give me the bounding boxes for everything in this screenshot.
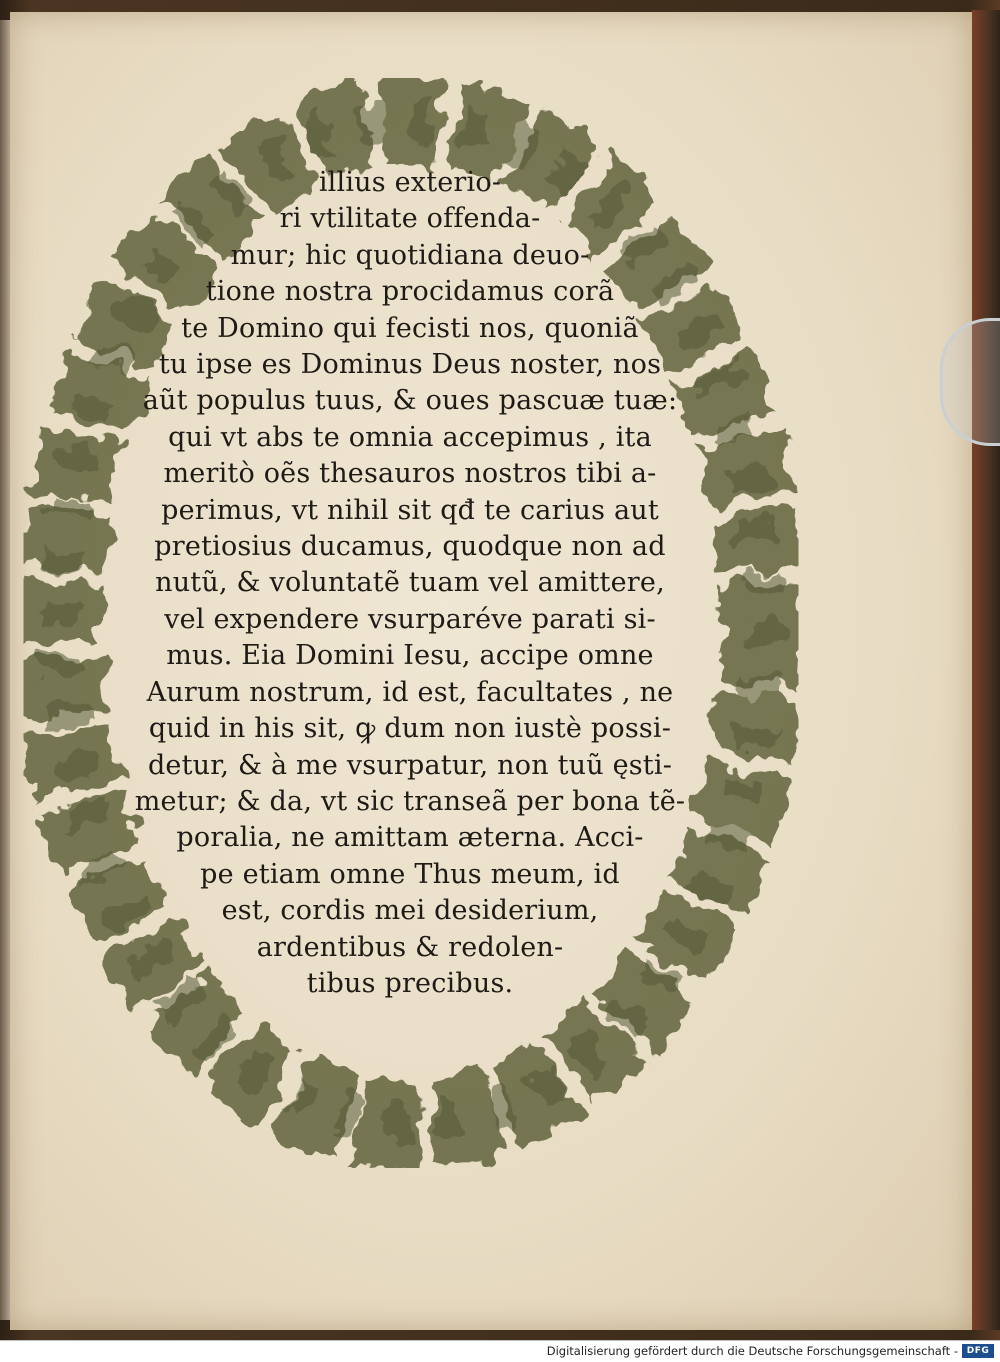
text-line: nutũ, & voluntatẽ tuam vel amittere,: [155, 567, 665, 599]
text-line: mus. Eia Domini Iesu, accipe omne: [166, 640, 654, 672]
text-line: detur, & à me vsurpatur, non tuũ ęsti-: [147, 749, 673, 781]
text-line: est, cordis mei desiderium,: [221, 895, 599, 927]
text-line: pretiosius ducamus, quodque non ad: [154, 531, 666, 563]
text-line: ardentibus & redolen-: [256, 931, 564, 963]
text-line: mur; hic quotidiana deuo-: [230, 239, 590, 271]
text-line: Aurum nostrum, id est, facultates , ne: [146, 676, 674, 708]
text-line: tione nostra procidamus corã: [205, 276, 615, 308]
text-line: te Domino qui fecisti nos, quoniã: [181, 312, 639, 344]
funding-credit: Digitalisierung gefördert durch die Deutsche Forschungsgemeinschaft -: [546, 1344, 958, 1358]
footer-bar: [0, 1340, 1000, 1362]
text-line: metur; & da, vt sic transeã per bona tẽ-: [134, 785, 686, 817]
text-line: ri vtilitate offenda-: [279, 203, 541, 235]
text-line: meritò oẽs thesauros nostros tibi a-: [163, 458, 657, 490]
book-fore-edge: [972, 10, 1000, 1330]
text-line: quid in his sit, ꝙ dum non iustè possi-: [148, 713, 672, 745]
text-line: perimus, vt nihil sit qđ te carius aut: [161, 494, 659, 526]
text-line: poralia, ne amittam æterna. Acci-: [176, 822, 644, 854]
text-line: vel expendere vsurparéve parati si-: [164, 603, 656, 635]
text-line: tibus precibus.: [306, 967, 514, 999]
prayer-text: [110, 165, 710, 1002]
text-line: illius exterio-: [318, 167, 502, 198]
dfg-logo: DFG: [962, 1344, 994, 1358]
text-line: aũt populus tuus, & oues pascuæ tuæ:: [142, 385, 678, 417]
text-line: pe etiam omne Thus meum, id: [200, 858, 620, 890]
text-line: qui vt abs te omnia accepimus , ita: [168, 421, 652, 453]
text-line: tu ipse es Dominus Deus noster, nos: [158, 349, 662, 381]
